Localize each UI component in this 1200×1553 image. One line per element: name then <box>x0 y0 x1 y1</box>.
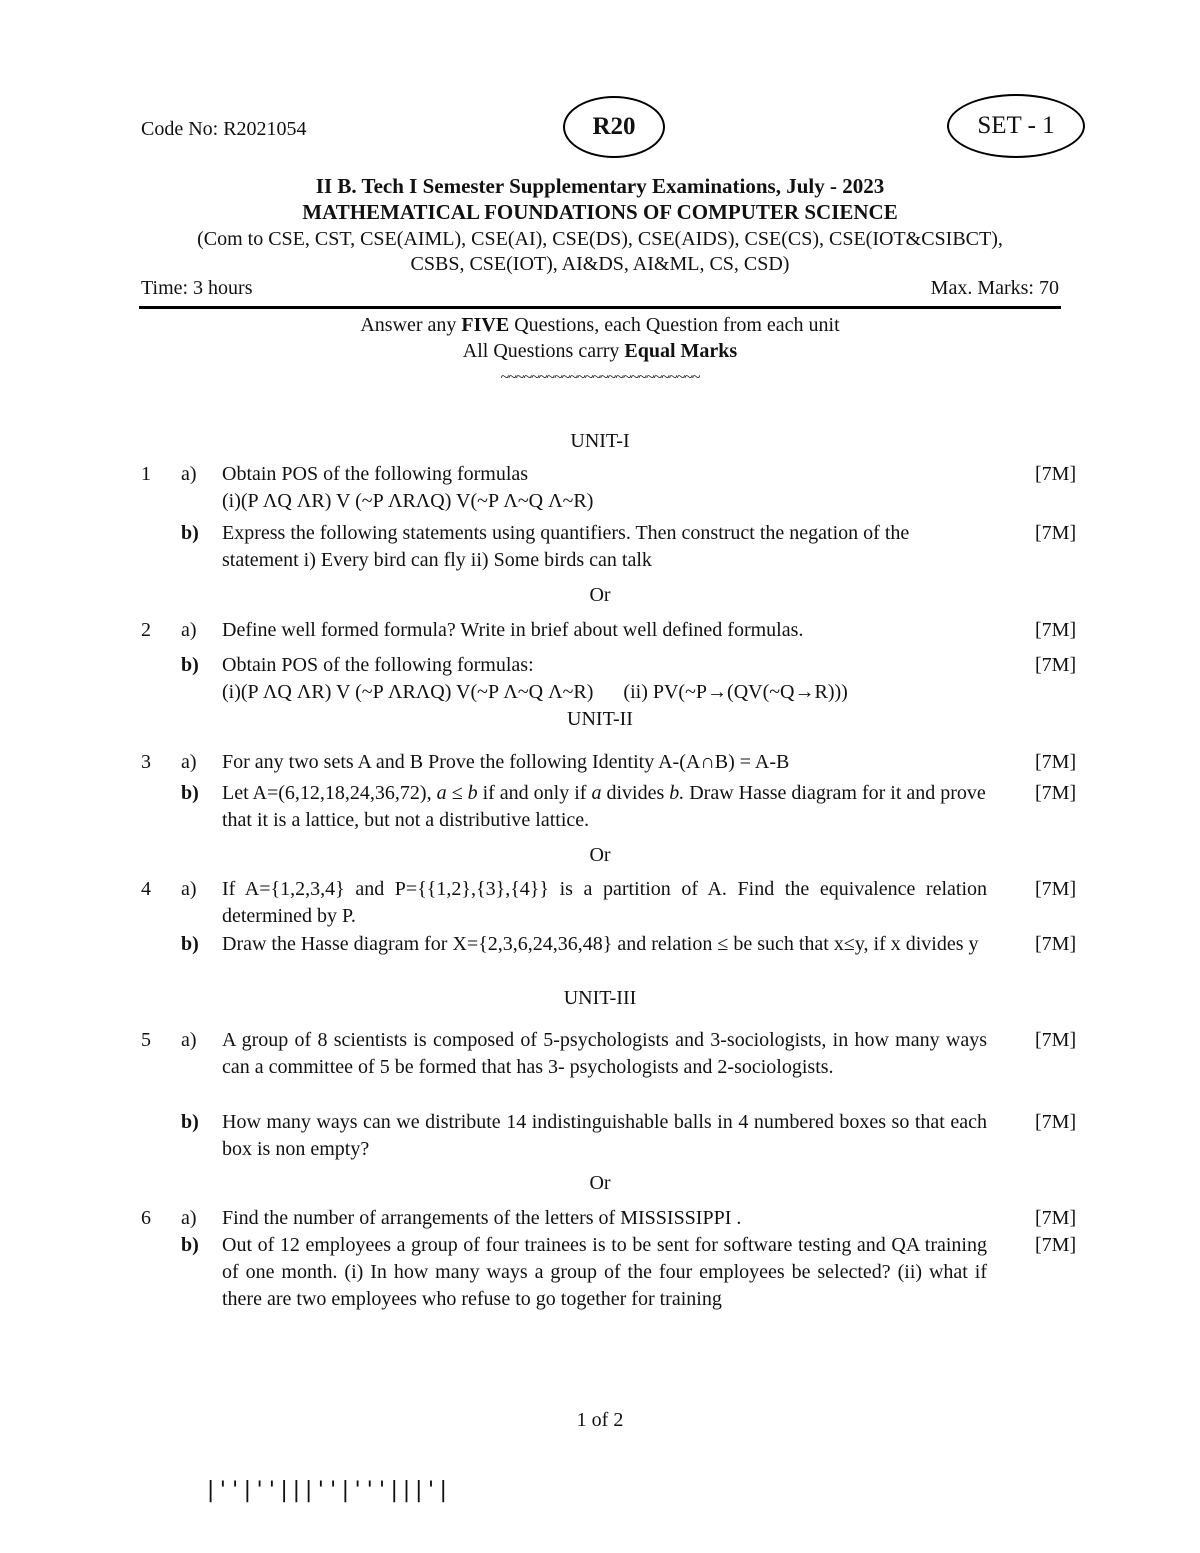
q2b-line-1: Obtain POS of the following formulas: <box>222 654 534 676</box>
unit-heading-2: UNIT-II <box>567 708 633 730</box>
instruction-2-pre: All Questions carry <box>462 340 625 362</box>
question-number-3: 3 <box>141 751 151 773</box>
unit-heading-3: UNIT-III <box>563 987 637 1009</box>
q2-part-b-label: b) <box>181 654 199 676</box>
q2-part-a-label: a) <box>181 619 197 641</box>
q2-part-a-text: Define well formed formula? Write in brief about well defined formulas. <box>222 619 804 641</box>
q6-part-b-text: Out of 12 employees a group of four trainees is to be sent for software testing and QA training of one month. (i) In how many ways a group of the four employees be selected? (ii) what if there are two employees who refuse to go together for training <box>222 1234 987 1310</box>
q6-part-a-text: Find the number of arrangements of the letters of MISSISSIPPI . <box>222 1207 742 1229</box>
regulation-badge <box>563 96 665 158</box>
q2-part-a-marks: [7M] <box>1035 619 1077 641</box>
q1-part-a-label: a) <box>181 463 197 485</box>
question-number-6: 6 <box>141 1207 151 1229</box>
q6-part-b-marks: [7M] <box>1035 1234 1077 1256</box>
q5-part-a-text: A group of 8 scientists is composed of 5-psychologists and 3-sociologists, in how many ways can a committee of 5 be formed that has 3- psychologists and 2-sociologists. <box>222 1029 987 1078</box>
page-number: 1 of 2 <box>576 1409 624 1431</box>
subject-title: MATHEMATICAL FOUNDATIONS OF COMPUTER SCIENCE <box>302 200 898 224</box>
q2-part-b-text <box>222 652 987 706</box>
set-badge <box>947 94 1085 158</box>
q6-part-a-label: a) <box>181 1207 197 1229</box>
instruction-1-bold: FIVE <box>461 314 510 336</box>
q6-part-a-marks: [7M] <box>1035 1207 1077 1229</box>
q3b-italic-a: a <box>591 782 602 804</box>
barcode-mark: |''|''|||''|'''|||'| <box>204 1478 449 1503</box>
q3b-post: Draw Hasse diagram for it and prove that it is a lattice, but not a distributive lattice. <box>222 782 986 831</box>
q4-part-b-marks: [7M] <box>1035 933 1077 955</box>
q4-part-b-label: b) <box>181 933 199 955</box>
q3b-italic-relation: a ≤ b <box>436 782 478 804</box>
q6-part-b-label: b) <box>181 1234 199 1256</box>
q4-part-a-label: a) <box>181 878 197 900</box>
q1a-line-1: Obtain POS of the following formulas <box>222 463 529 485</box>
q3-part-a-marks: [7M] <box>1035 751 1077 773</box>
unit-heading-1: UNIT-I <box>570 430 630 452</box>
exam-title: II B. Tech I Semester Supplementary Examinations, July - 2023 <box>315 174 885 198</box>
q1-part-b-marks: [7M] <box>1035 522 1077 544</box>
instruction-1-pre: Answer any <box>360 314 462 336</box>
q3b-mid-2: divides <box>601 782 670 804</box>
tilde-separator: ~~~~~~~~~~~~~~~~~~~~~~~~~~ <box>500 369 700 386</box>
q4-part-b-text: Draw the Hasse diagram for X={2,3,6,24,36,48} and relation ≤ be such that x≤y, if x divides y <box>222 933 979 955</box>
q1-part-b-label: b) <box>181 522 199 544</box>
q2-part-b-marks: [7M] <box>1035 654 1077 676</box>
header-divider <box>139 306 1061 309</box>
instruction-2-bold: Equal Marks <box>624 340 738 362</box>
or-divider-1: Or <box>589 584 611 606</box>
q3-part-a-label: a) <box>181 751 197 773</box>
code-number: Code No: R2021054 <box>141 118 307 140</box>
q5-part-b-text: How many ways can we distribute 14 indistinguishable balls in 4 numbered boxes so that each box is non empty? <box>222 1111 987 1160</box>
question-number-5: 5 <box>141 1029 151 1051</box>
q5-part-a-marks: [7M] <box>1035 1029 1077 1051</box>
q1-part-a-marks: [7M] <box>1035 463 1077 485</box>
regulation-label: R20 <box>592 113 636 140</box>
q3-part-b-text <box>222 780 987 834</box>
q3-part-a-text: For any two sets A and B Prove the following Identity A-(A∩B) = A-B <box>222 751 790 773</box>
q2b-line-2: (i)(P ΛQ ΛR) V (~P ΛRΛQ) V(~P Λ~Q Λ~R) (ii) PV(~P→(QV(~Q→R))) <box>222 681 848 703</box>
q1a-line-2: (i)(P ΛQ ΛR) V (~P ΛRΛQ) V(~P Λ~Q Λ~R) <box>222 490 594 512</box>
branches-line-2: CSBS, CSE(IOT), AI&DS, AI&ML, CS, CSD) <box>410 253 790 275</box>
q3-part-b-label: b) <box>181 782 199 804</box>
q3b-pre: Let A=(6,12,18,24,36,72), <box>222 782 437 804</box>
q1-part-b-text: Express the following statements using quantifiers. Then construct the negation of the statement i) Every bird can fly ii) Some birds can talk <box>222 522 910 571</box>
question-number-4: 4 <box>141 878 151 900</box>
q3b-mid: if and only if <box>477 782 592 804</box>
max-marks: Max. Marks: 70 <box>930 277 1059 299</box>
q5-part-a-label: a) <box>181 1029 197 1051</box>
or-divider-2: Or <box>589 844 611 866</box>
q4-part-a-text: If A={1,2,3,4} and P={{1,2},{3},{4}} is a partition of A. Find the equivalence relation determined by P. <box>222 878 987 927</box>
q5-part-b-label: b) <box>181 1111 199 1133</box>
instruction-line-2 <box>0 338 1200 365</box>
q5-part-b-marks: [7M] <box>1035 1111 1077 1133</box>
question-number-2: 2 <box>141 619 151 641</box>
instruction-line-1 <box>0 312 1200 339</box>
set-label: SET - 1 <box>977 112 1055 139</box>
or-divider-3: Or <box>589 1172 611 1194</box>
exam-time: Time: 3 hours <box>141 277 253 299</box>
instruction-1-post: Questions, each Question from each unit <box>509 314 840 336</box>
q1-part-a-text <box>222 461 987 515</box>
q3b-italic-b: b. <box>669 782 685 804</box>
q4-part-a-marks: [7M] <box>1035 878 1077 900</box>
q3-part-b-marks: [7M] <box>1035 782 1077 804</box>
question-number-1: 1 <box>141 463 151 485</box>
branches-line-1: (Com to CSE, CST, CSE(AIML), CSE(AI), CSE(DS), CSE(AIDS), CSE(CS), CSE(IOT&CSIBCT), <box>197 228 1003 250</box>
